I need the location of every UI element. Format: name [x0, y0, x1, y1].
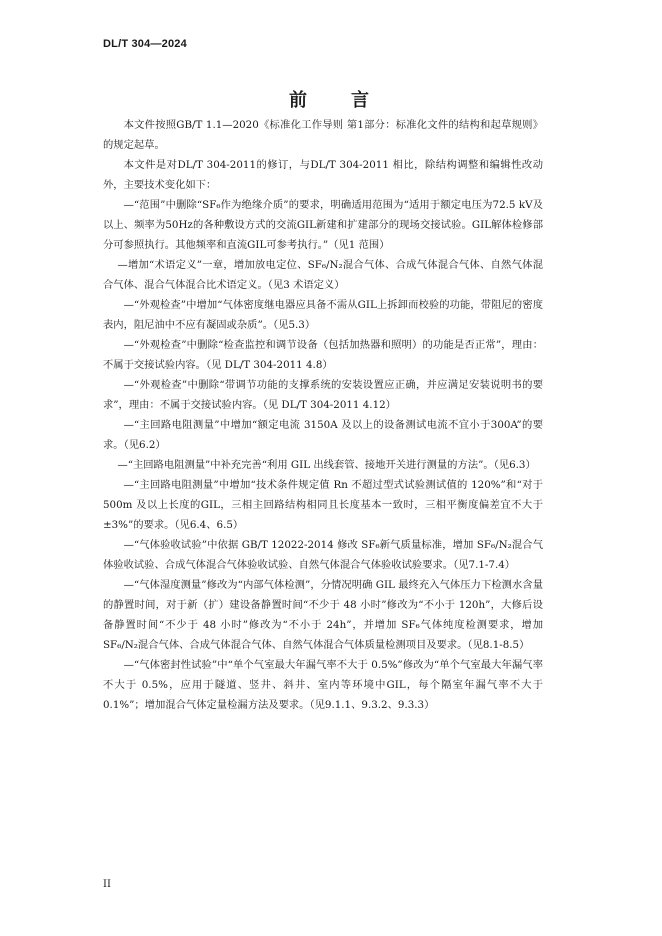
paragraph-13: —“气体密封性试验”中“单个气室最大年漏气率不大于 0.5%”修改为“单个气室最大年漏气率不大于 0.5%，应用于隧道、竖井、斜井、室内等环境中GIL，每个隔室年漏气率不大于 0.1%”；增加混合气体定量检漏方法及要求。（见9.1.1、9.3.2、9.3.3）: [103, 659, 543, 711]
paragraph-7: —“外观检查”中删除“带调节功能的支撑系统的安装设置应正确，并应满足安装说明书的要求”，理由：不属于交接试验内容。（见 DL/T 304-2011 4.12）: [103, 379, 543, 411]
page-title: 前言: [289, 90, 413, 111]
foreword-body: [103, 115, 543, 715]
paragraph-1: 本文件按照GB/T 1.1—2020《标准化工作导则 第1部分：标准化文件的结构和起草规则》的规定起草。: [103, 119, 543, 151]
paragraph-4: —增加“术语定义”一章，增加放电定位、SF₆/N₂混合气体、合成气体混合气体、自然气体混合气体、混合气体混合比术语定义。（见3 术语定义）: [103, 259, 543, 291]
paragraph-2: 本文件是对DL/T 304-2011的修订，与DL/T 304-2011 相比，除结构调整和编辑性改动外，主要技术变化如下：: [103, 159, 543, 191]
paragraph-8: —“主回路电阻测量”中增加“额定电流 3150A 及以上的设备测试电流不宜小于300A”的要求。（见6.2）: [103, 419, 543, 451]
paragraph-5: —“外观检查”中增加“气体密度继电器应具备不需从GIL上拆卸而校验的功能，带阻尼的密度表内，阻尼油中不应有凝固或杂质”。（见5.3）: [103, 299, 543, 331]
paragraph-9: —“主回路电阻测量”中补充完善“利用 GIL 出线套管、接地开关进行测量的方法”。（见6.3）: [117, 459, 536, 471]
paragraph-10: —“主回路电阻测量”中增加“技术条件规定值 Rn 不超过型式试验测试值的 120%”和“对于 500m 及以上长度的GIL，三相主回路结构相同且长度基本一致时，三相平衡度偏差宜不大于±3%”的要求。（见6.4、6.5）: [103, 479, 543, 531]
standard-code: DL/T 304—2024: [103, 38, 187, 50]
paragraph-3: —“范围”中删除“SF₆作为绝缘介质”的要求，明确适用范围为“适用于额定电压为72.5 kV及以上、频率为50Hz的各种敷设方式的交流GIL新建和扩建部分的现场交接试验。GIL解体检修部分可参照执行。其他频率和直流GIL可参考执行。”（见1 范围）: [103, 199, 543, 251]
paragraph-11: —“气体验收试验”中依据 GB/T 12022-2014 修改 SF₆新气质量标准，增加 SF₆/N₂混合气体验收试验、合成气体混合气体验收试验、自然气体混合气体验收试验要求。（见7.1-7.4）: [103, 539, 543, 571]
page-number: II: [103, 879, 111, 890]
paragraph-12: —“气体湿度测量”修改为“内部气体检测”，分情况明确 GIL 最终充入气体压力下检测水含量的静置时间，对于新（扩）建设备静置时间“不少于 48 小时”修改为“不小于 120h”，大修后设备静置时间“不少于 48 小时”修改为“不小于 24h”，并增加 SF₆气体纯度检测要求，增加 SF₆/N₂混合气体、合成气体混合气体、自然气体混合气体质量检测项目及要求。（见8.1-8.5）: [103, 579, 543, 651]
paragraph-6: —“外观检查”中删除“检查监控和调节设备（包括加热器和照明）的功能是否正常”，理由：不属于交接试验内容。（见 DL/T 304-2011 4.8）: [103, 339, 543, 371]
